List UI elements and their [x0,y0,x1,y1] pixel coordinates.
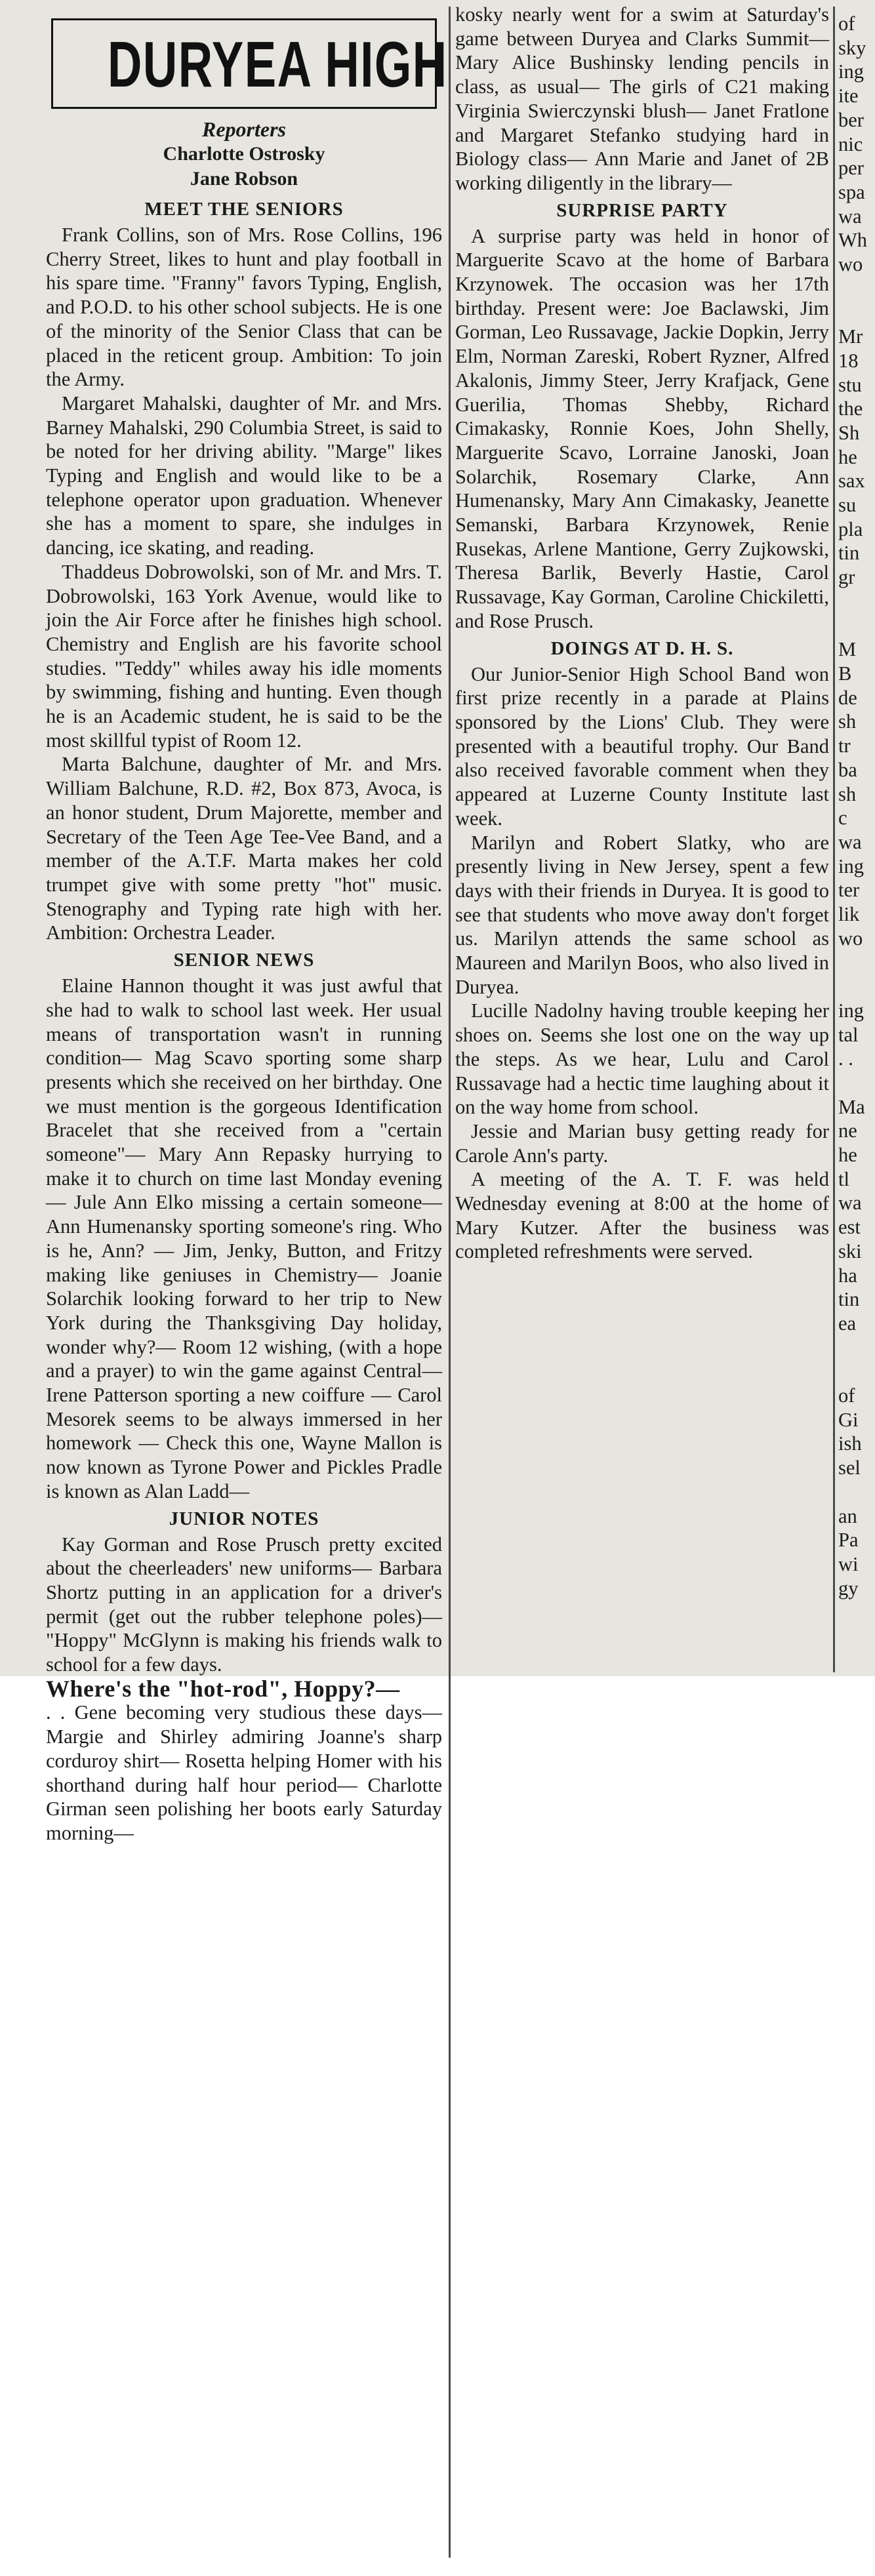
cropped-text-fragment: ite [838,85,859,108]
reporter-credits [46,117,442,191]
surprise-party-text: A surprise party was held in honor of Marguerite Scavo at the home of Barbara Krzynowek. The occasion was her 17th birthday. Present were: Joe Baclawski, Jim Gorman, Leo Russavage, Jackie Dopkin, Jerry Elm, Norman Zareski, Robert Ryzner, Alfred Akalonis, Jimmy Steer, Jerry Krafjack, Gene Guerilia, Thomas Shebby, Richard Cimakasky, Ronnie Koes, John Shelly, Marguerite Scavo, Lorraine Janoski, Joan Solarchik, Rosemary Clarke, Ann Humenansky, Mary Ann Cimakasky, Jeanette Semanski, Barbara Krzynowek, Renie Rusekas, Arlene Mantione, Gerry Zujkowski, Theresa Barlik, Beverly Hastie, Carol Russavage, Kay Gorman, Caroline Chickiletti, and Rose Prusch. [455,224,829,632]
section-heading-doings: DOINGS AT D. H. S. [550,637,734,659]
doings-paragraph: Our Junior-Senior High School Band won first prize recently in a parade at Plains sponsored by the Lions' Club. They were presented with a beautiful trophy. Our Band also received favorable comment when they appeared at Luzerne County Institute last week. [455,662,829,830]
doings-paragraph: Marilyn and Robert Slatky, who are presently living in New Jersey, spent a few days with their friends in Duryea. It is good to see that students who move away don't forget us. Marilyn attends the same school as Maureen and Marilyn Boos, who also lived in Duryea. [455,831,829,998]
cropped-text-fragment: sax [838,470,865,493]
cropped-text-fragment: gy [838,1577,859,1600]
cropped-text-fragment: Pa [838,1529,859,1552]
cropped-text-fragment: tin [838,1288,860,1311]
cropped-text-fragment: su [838,494,857,517]
cropped-text-fragment: ing [838,855,864,877]
doings-paragraph: Jessie and Marian busy getting ready for Carole Ann's party. [455,1119,829,1167]
cropped-text-fragment: of [838,1384,855,1407]
cropped-text-fragment: tin [838,542,860,565]
cropped-text-fragment: wo [838,253,863,276]
column-left [46,12,448,1845]
cropped-text-fragment [838,1071,875,1095]
cropped-text-fragment: he [838,445,857,468]
cropped-text-fragment [838,1480,875,1504]
cropped-text-fragment: sh [838,782,857,805]
section-heading-seniors: MEET THE SENIORS [144,199,344,220]
cropped-text-fragment: Ma [838,1095,865,1118]
cropped-text-fragment: ba [838,758,857,781]
column-right-cropped [838,12,875,1600]
senior-profile-paragraph: Frank Collins, son of Mrs. Rose Collins, 196 Cherry Street, likes to hunt and play football in his spare time. "Franny" favors Typing, English, and P.O.D. to his other school subjects. He is one of the minority of the Senior Class that can be placed in the reticent group. Ambition: To join the Army. [46,224,442,391]
cropped-text-fragment: Mr [838,325,863,348]
cropped-text-fragment: of [838,12,855,35]
cropped-text-fragment: sky [838,36,866,59]
cropped-text-fragment: est [838,1216,861,1239]
cropped-text-fragment: . . [838,1047,853,1070]
senior-profile-paragraph: Marta Balchune, daughter of Mr. and Mrs. William Balchune, R.D. #2, Box 873, Avoca, is an honor student, Drum Majorette, member and Secretary of the Teen Age Tee-Vee Band, and a member of the A.T.F. Marta makes her cold trumpet give with some pretty "hot" music. Stenography and Typing rate high with her. Ambition: Orchestra Leader. [46,753,442,944]
cropped-text-fragment [838,975,875,999]
cropped-text-fragment: ber [838,108,864,131]
cropped-text-fragment: ing [838,60,864,83]
cropped-text-fragment [838,277,875,301]
cropped-text-fragment: ing [838,999,864,1022]
section-heading-junior-notes: JUNIOR NOTES [169,1508,319,1529]
cropped-text-fragment: Wh [838,229,868,252]
cropped-text-fragment: M [838,638,857,661]
cropped-text-fragment: ski [838,1239,862,1262]
section-heading-senior-news: SENIOR NEWS [173,950,315,971]
cropped-text-fragment: B [838,662,852,685]
continued-gossip-text: kosky nearly went for a swim at Saturday's game between Duryea and Clarks Summit— Mary Alice Bushinsky lending pencils in class, as usual— The girls of C21 making Virginia Swierczynski blush— Janet Fratlone and Margaret Stefanko studying hard in Biology class— Ann Marie and Janet of 2B working diligently in the library— [455,3,829,194]
reporter-name: Jane Robson [190,168,298,190]
cropped-text-fragment: per [838,157,864,180]
column-rule-left [449,7,451,2558]
doings-paragraph: A meeting of the A. T. F. was held Wednesday evening at 8:00 at the home of Mary Kutzer. After the business was completed refreshments were served. [455,1168,829,1263]
cropped-text-fragment: tr [838,735,851,757]
column-middle [455,3,829,1264]
cropped-text-fragment: ea [838,1312,857,1335]
cropped-text-fragment: tl [838,1167,849,1190]
masthead-title: DURYEA HIGH [108,28,448,100]
cropped-text-fragment: tal [838,1023,859,1046]
reporter-name: Charlotte Ostrosky [163,143,325,165]
cropped-text-fragment: ha [838,1264,857,1287]
masthead [51,18,448,109]
cropped-text-fragment: wa [838,830,862,853]
cropped-text-fragment: Gi [838,1408,859,1431]
cropped-text-fragment: ish [838,1432,862,1455]
cropped-text-fragment [838,614,875,638]
cropped-text-fragment: sel [838,1457,861,1479]
senior-profile-paragraph: Thaddeus Dobrowolski, son of Mr. and Mrs. T. Dobrowolski, 163 York Avenue, would like to join the Air Force after he finishes high school. Chemistry and English are his favorite school studies. "Teddy" whiles away his idle moments by swimming, fishing and hunting. Even though he is an Academic student, he is said to be the most skillful typist of Room 12. [46,560,442,752]
cropped-text-fragment [838,300,875,325]
cropped-text-fragment: stu [838,373,862,396]
cropped-text-fragment: gr [838,566,855,589]
senior-profile-paragraph: Margaret Mahalski, daughter of Mr. and Mrs. Barney Mahalski, 290 Columbia Street, is said to be noted for her driving ability. "Marge" likes Typing and English and would like to be a telephone operator upon graduation. Whenever she has a moment to spare, she indulges in dancing, ice skating, and reading. [46,392,442,559]
cropped-text-fragment: ter [838,879,860,902]
cropped-text-fragment: lik [838,903,860,926]
cropped-text-fragment: wo [838,927,863,950]
cropped-text-fragment: 18 [838,349,859,372]
cropped-text-fragment: c [838,807,847,830]
cropped-text-fragment: de [838,686,857,709]
junior-notes-callout: Where's the "hot-rod", Hoppy?— [46,1675,400,1702]
cropped-text-fragment: ne [838,1119,857,1142]
cropped-text-fragment: nic [838,132,863,155]
doings-paragraph: Lucille Nadolny having trouble keeping her shoes on. Seems she lost one on the way up the steps. As we hear, Lulu and Carol Russavage had a hectic time laughing about it on the way home from school. [455,999,829,1119]
junior-notes-text: . . Gene becoming very studious these days— Margie and Shirley admiring Joanne's sharp corduroy shirt— Rosetta helping Homer with his shorthand during half hour period— Charlotte Girman seen polishing her boots early Saturday morning— [46,1701,442,1844]
senior-news-text: Elaine Hannon thought it was just awful that she had to walk to school last week. Her usual means of transportation wasn't in running condition— Mag Scavo sporting some sharp presents which she received on her birthday. One we must mention is the gorgeous Identification Bracelet that she received from a "certain someone"— Mary Ann Repasky hurrying to make it to church on time last Monday evening— Jule Ann Elko missing a certain someone— Ann Humenansky sporting someone's ring. Who is he, Ann? — Jim, Jenky, Button, and Fritzy making like geniuses in Chemistry— Joanie Solarchik looking forward to her trip to New York during the Thanksgiving Day holiday, wonder why?— Room 12 wishing, (with a hope and a prayer) to win the game against Central— Irene Patterson sporting a new coiffure — Carol Mesorek seems to be always immersed in her homework — Check this one, Wayne Mallon is now known as Tyrone Power and Pickles Pradle is known as Alan Ladd— [46,975,442,1502]
reporters-heading: Reporters [202,117,286,141]
cropped-text-fragment: wa [838,205,862,228]
cropped-text-fragment: wi [838,1553,859,1575]
cropped-text-fragment: Sh [838,421,860,444]
cropped-text-fragment: the [838,397,863,420]
cropped-text-fragment: sh [838,710,857,733]
cropped-text-fragment: pla [838,517,863,540]
cropped-text-fragment: he [838,1144,857,1167]
cropped-text-fragment [838,1359,875,1384]
cropped-text-fragment [838,1336,875,1360]
cropped-text-fragment: wa [838,1192,862,1215]
junior-notes-text: Kay Gorman and Rose Prusch pretty excited about the cheerleaders' new uniforms— Barbara Shortz putting in an application for a driver's permit (get out the rubber telephone poles)— "Hoppy" McGlynn is making his friends walk to school for a few days. [46,1533,442,1676]
cropped-text-fragment [838,590,875,614]
cropped-text-fragment [838,950,875,975]
section-heading-surprise-party: SURPRISE PARTY [556,199,728,221]
cropped-text-fragment: an [838,1504,857,1527]
cropped-text-fragment: spa [838,180,865,203]
column-rule-right [833,7,835,1672]
